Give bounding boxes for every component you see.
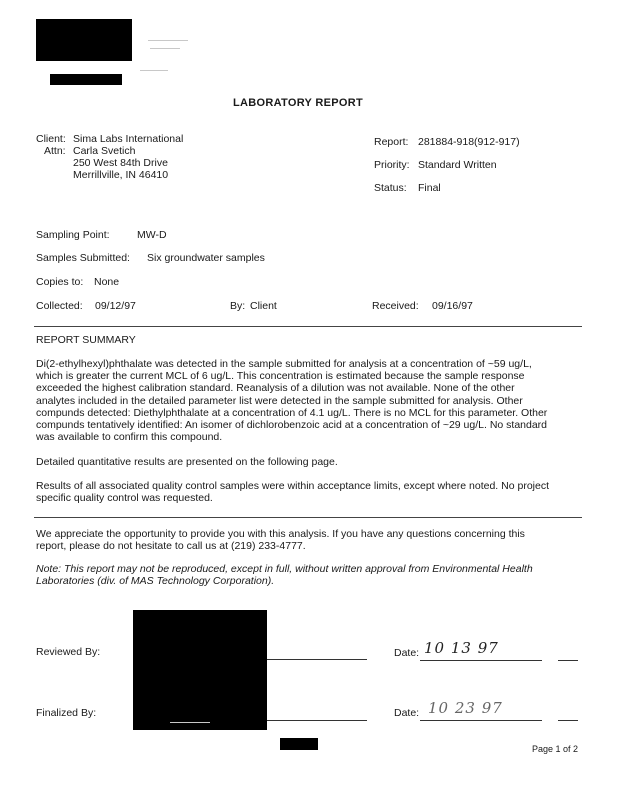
collected-label: Collected: bbox=[36, 300, 83, 312]
page-number: Page 1 of 2 bbox=[532, 744, 579, 754]
address-line-1: 250 West 84th Drive bbox=[73, 157, 168, 169]
received-value: 09/16/97 bbox=[432, 300, 473, 312]
appreciation-paragraph: We appreciate the opportunity to provide you with this analysis. If you have any questions concerning this report, please do not hesitate to call us at (219) 233-4777. bbox=[36, 528, 525, 553]
finalized-by-label: Finalized By: bbox=[36, 707, 97, 719]
faint-letterhead-mark bbox=[140, 70, 168, 71]
priority-value: Standard Written bbox=[418, 159, 497, 171]
finalized-signature-line bbox=[267, 720, 367, 721]
summary-paragraph: Results of all associated quality control samples were within acceptance limits, except where noted. No project specific quality control was requested. bbox=[36, 480, 549, 505]
reproduction-note: Note: This report may not be reproduced, except in full, without written approval from Environmental Health Laboratories (div. of MAS Technology Corporation). bbox=[36, 563, 533, 588]
samples-submitted-value: Six groundwater samples bbox=[147, 252, 265, 264]
samples-submitted-label: Samples Submitted: bbox=[36, 252, 130, 264]
summary-paragraph: Detailed quantitative results are presented on the following page. bbox=[36, 456, 338, 468]
report-number: 281884-918(912-917) bbox=[418, 136, 520, 148]
finalized-date-line bbox=[420, 720, 542, 721]
reviewed-date-line-extra bbox=[558, 660, 578, 661]
address-line-2: Merrillville, IN 46410 bbox=[73, 169, 169, 181]
redacted-logo bbox=[36, 19, 132, 61]
copies-to-label: Copies to: bbox=[36, 276, 84, 288]
divider bbox=[34, 517, 582, 518]
finalized-date-label: Date: bbox=[394, 707, 420, 719]
status-value: Final bbox=[418, 182, 441, 194]
reviewed-signature-line bbox=[267, 659, 367, 660]
divider bbox=[34, 326, 582, 327]
client-label: Client: bbox=[36, 133, 66, 145]
summary-paragraph: Di(2-ethylhexyl)phthalate was detected in the sample submitted for analysis at a concentration of ~59 ug/L, which is greater the current MCL of 6 ug/L. This concentration is estimated because the sample response exceeded the highest calibration standard. Reanalysis of a dilution was not available. None of the other analytes included in the detailed parameter list were detected in the sample submitted for analysis. Other compunds detected: Diethylphthalate at a concentration of 4.1 ug/L. There is no MCL for this parameter. Other compunds tentatively identified: An isomer of dichlorobenzoic acid at a concentration of ~29 ug/L. No standard was available to confirm this compound. bbox=[36, 358, 548, 444]
reviewed-by-label: Reviewed By: bbox=[36, 646, 101, 658]
faint-letterhead-mark bbox=[150, 48, 180, 49]
attn-label: Attn: bbox=[44, 145, 66, 157]
redacted-letterhead-line bbox=[50, 74, 122, 85]
finalized-date-line-extra bbox=[558, 720, 578, 721]
by-value: Client bbox=[250, 300, 277, 312]
status-label: Status: bbox=[374, 182, 407, 194]
redacted-footer bbox=[280, 738, 318, 750]
sampling-point-value: MW-D bbox=[137, 229, 167, 241]
reviewed-date-label: Date: bbox=[394, 647, 420, 659]
redacted-signature bbox=[133, 610, 267, 730]
by-label: By: bbox=[230, 300, 246, 312]
sampling-point-label: Sampling Point: bbox=[36, 229, 110, 241]
report-label: Report: bbox=[374, 136, 409, 148]
priority-label: Priority: bbox=[374, 159, 410, 171]
faint-mark bbox=[170, 722, 210, 723]
summary-heading: REPORT SUMMARY bbox=[36, 334, 136, 346]
reviewed-date-handwritten: 10 13 97 bbox=[424, 639, 499, 657]
faint-letterhead-mark bbox=[148, 40, 188, 41]
report-title: LABORATORY REPORT bbox=[233, 97, 363, 109]
collected-value: 09/12/97 bbox=[95, 300, 136, 312]
client-name: Sima Labs International bbox=[73, 133, 184, 145]
reviewed-date-line bbox=[420, 660, 542, 661]
copies-to-value: None bbox=[94, 276, 120, 288]
finalized-date-handwritten: 10 23 97 bbox=[428, 699, 503, 717]
attn-name: Carla Svetich bbox=[73, 145, 136, 157]
received-label: Received: bbox=[372, 300, 419, 312]
